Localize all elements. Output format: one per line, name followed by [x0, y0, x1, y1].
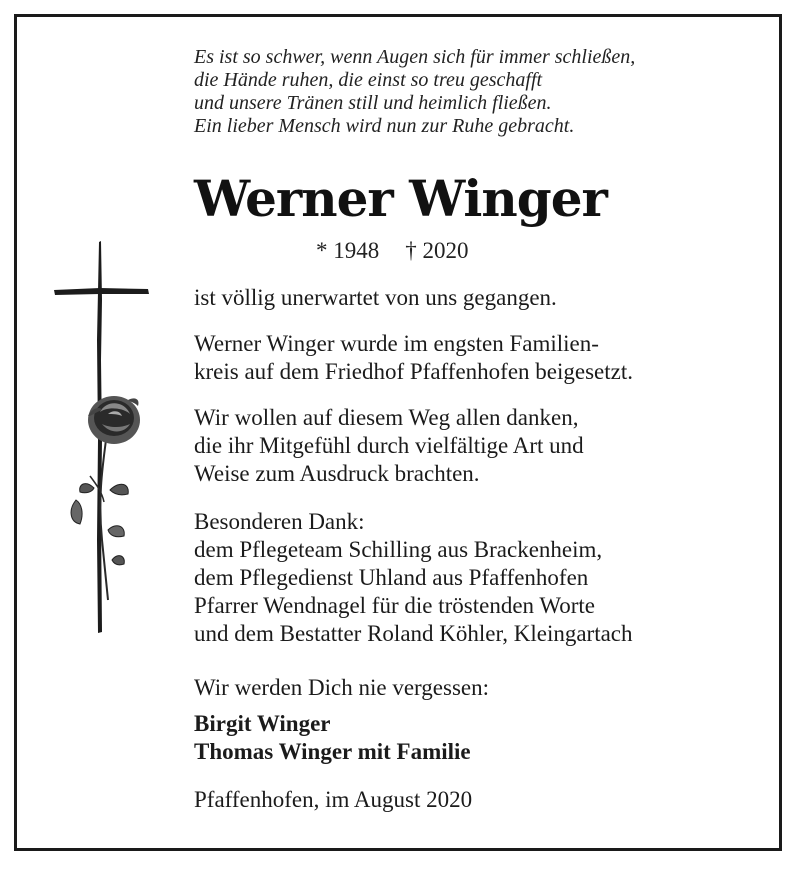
burial-paragraph	[194, 330, 774, 386]
birth-year: * 1948	[316, 238, 380, 263]
special-thanks-line: Pfarrer Wendnagel für die tröstenden Worte	[194, 593, 595, 618]
special-thanks-line: und dem Bestatter Roland Köhler, Kleingartach	[194, 621, 633, 646]
intro-paragraph	[194, 284, 774, 312]
special-thanks-line: dem Pflegedienst Uhland aus Pfaffenhofen	[194, 565, 589, 590]
special-thanks-paragraph	[194, 508, 774, 648]
poem-line: die Hände ruhen, die einst so treu geschafft	[194, 69, 543, 91]
cross-with-rose-icon	[50, 240, 160, 635]
special-thanks-line: Besonderen Dank:	[194, 509, 365, 534]
thanks-line: die ihr Mitgefühl durch vielfältige Art und	[194, 433, 584, 458]
deceased-name: Werner Winger	[194, 169, 607, 228]
place-date	[194, 786, 774, 814]
farewell-line: Wir werden Dich nie vergessen:	[194, 675, 489, 700]
mourners-list	[194, 710, 774, 766]
special-thanks-line: dem Pflegeteam Schilling aus Brackenheim,	[194, 537, 603, 562]
poem-verse	[194, 46, 764, 138]
poem-line: Es ist so schwer, wenn Augen sich für immer schließen,	[194, 46, 636, 68]
poem-line: Ein lieber Mensch wird nun zur Ruhe gebracht.	[194, 115, 575, 137]
thanks-paragraph	[194, 404, 774, 488]
death-year: † 2020	[405, 238, 469, 263]
mourner-name: Birgit Winger	[194, 711, 331, 736]
place-date-line: Pfaffenhofen, im August 2020	[194, 787, 473, 812]
intro-line: ist völlig unerwartet von uns gegangen.	[194, 285, 557, 310]
life-dates	[316, 238, 469, 264]
thanks-line: Weise zum Ausdruck brachten.	[194, 461, 480, 486]
poem-line: und unsere Tränen still und heimlich fließen.	[194, 92, 552, 114]
farewell-paragraph	[194, 674, 774, 702]
burial-line: kreis auf dem Friedhof Pfaffenhofen beigesetzt.	[194, 359, 633, 384]
mourner-name: Thomas Winger mit Familie	[194, 739, 471, 764]
thanks-line: Wir wollen auf diesem Weg allen danken,	[194, 405, 579, 430]
burial-line: Werner Winger wurde im engsten Familien-	[194, 331, 599, 356]
